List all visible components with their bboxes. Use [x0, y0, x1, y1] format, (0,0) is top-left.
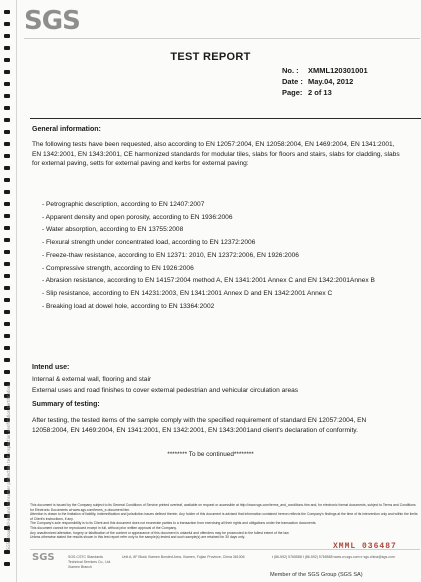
- fine-print: [30, 503, 420, 540]
- meta-no-label: No. :: [282, 66, 299, 75]
- report-title: TEST REPORT: [170, 51, 251, 63]
- footer-company: SGS-CSTC Standards Technical Services Co., Ltd. Xiamen Branch: [68, 555, 112, 569]
- fine-print-line: Attention is drawn to the limitation of liability, indemnification and jurisdiction issues defined therein. Any holder of this document is advised that information contained hereon reflects the Company's findings at the time of its intervention only and within the limits of Client's instructions, if any.: [30, 512, 418, 521]
- meta-row-page: [282, 88, 368, 99]
- fine-print-line: The Company's sole responsibility is to its Client and this document does not exonerate parties to a transaction from exercising all their rights and obligations under the transaction documents.: [30, 521, 317, 526]
- intended-use-line-1: Internal & external wall, flooring and stair: [32, 376, 152, 383]
- footer-address: Unit A, 6F Block Xiamen Bonded Area, Xiamen, Fujian Province, China 361006: [122, 555, 245, 559]
- summary-paragraph: After testing, the tested items of the sample comply with the specified requirement of standard EN 12057:2004, EN 12058:2004, EN 1469:2004, EN 1341:2001, EN 1342:2001, EN 1343:2001and client's declaration of conformity.: [32, 417, 367, 434]
- meta-page-label: Page:: [282, 88, 303, 97]
- list-item: - Petrographic description, according to EN 12407:2007: [42, 201, 205, 208]
- list-item: - Abrasion resistance, according to EN 14157:2004 method A, EN 1341:2001 Annex C and EN 1342:2001Annex B: [42, 277, 375, 285]
- general-info-heading: General information:: [32, 126, 101, 133]
- list-item: - Flexural strength under concentrated load, according to EN 12372:2006: [42, 239, 256, 247]
- fine-print-line: Unless otherwise stated the results shown in this test report refer only to the sample(s) tested and such sample(s) are retained for 30 days only.: [30, 535, 245, 540]
- fine-print-line: Any unauthorized alteration, forgery or falsification of the content or appearance of this document is unlawful and offenders may be prosecuted to the fullest extent of the law.: [30, 530, 290, 535]
- list-item: - Breaking load at dowel hole, according to EN 13364:2002: [42, 302, 215, 310]
- intended-use-line-2: External uses and road finishes to cover external pedestrian and vehicular circulation areas: [32, 387, 299, 394]
- header-divider: [24, 38, 420, 39]
- list-item: - Compressive strength, according to EN 1926:2006: [42, 264, 194, 272]
- fine-print-line: This document cannot be reproduced except in full, without prior written approval of the Company.: [30, 525, 177, 530]
- list-item: - Freeze-thaw resistance, according to EN 12371: 2010, EN 12372:2006, EN 1926:2006: [42, 251, 299, 259]
- side-watermark-text: SGS Group all-around consumer protection test inspection verification certification: [6, 384, 11, 550]
- list-item: - Slip resistance, according to EN 14231:2003, EN 1341:2001 Annex D and EN 1342:2001 Annex C: [42, 289, 333, 297]
- footer-phone: t (86-592) 5765588 f (86-592) 5765588 www.cn.sgs.com e sgs.china@sgs.com: [272, 555, 395, 559]
- meta-row-date: [282, 77, 368, 88]
- intended-use-heading: Intend use:: [32, 364, 70, 371]
- sgs-logo: SGS: [24, 6, 80, 36]
- test-list: [42, 200, 402, 314]
- meta-no-value: XMML120301001: [308, 66, 368, 75]
- list-item: - Water absorption, according to EN 13755:2008: [42, 226, 184, 234]
- general-info-paragraph: The following tests have been requested, also according to EN 12057:2004, EN 12058:2004, EN 1469:2004, EN 1341:2001, EN 1342:2001, EN 1343:2001, CE harmonized standards for modular tiles, slabs for floors and stairs, slabs for cladding, slabs for external paving, setts for external paving and kerbs for external paving:: [32, 141, 400, 168]
- meta-date-label: Date :: [282, 77, 303, 86]
- list-item: - Apparent density and open porosity, according to EN 1936:2006: [42, 213, 233, 221]
- summary-heading: Summary of testing:: [32, 401, 100, 408]
- serial-number: XMML 036487: [333, 542, 397, 551]
- member-statement: Member of the SGS Group (SGS SA): [270, 572, 363, 578]
- continued-marker: ******** To be continued********: [167, 451, 254, 458]
- meta-page-value: 2 of 13: [308, 88, 332, 97]
- meta-row-no: [282, 66, 368, 77]
- section-divider: [30, 118, 421, 119]
- footer-sgs-logo: SGS: [32, 552, 55, 563]
- meta-date-value: May.04, 2012: [308, 77, 354, 86]
- report-meta: [282, 66, 368, 99]
- fine-print-line: This document is issued by the Company subject to its General Conditions of Service printed overleaf, available on request or accessible at http://www.sgs.com/terms_and_conditions.htm and, for electronic format documents, subject to Terms and Conditions for Electronic Documents at www.sgs.com/terms_e-document.htm.: [30, 503, 416, 512]
